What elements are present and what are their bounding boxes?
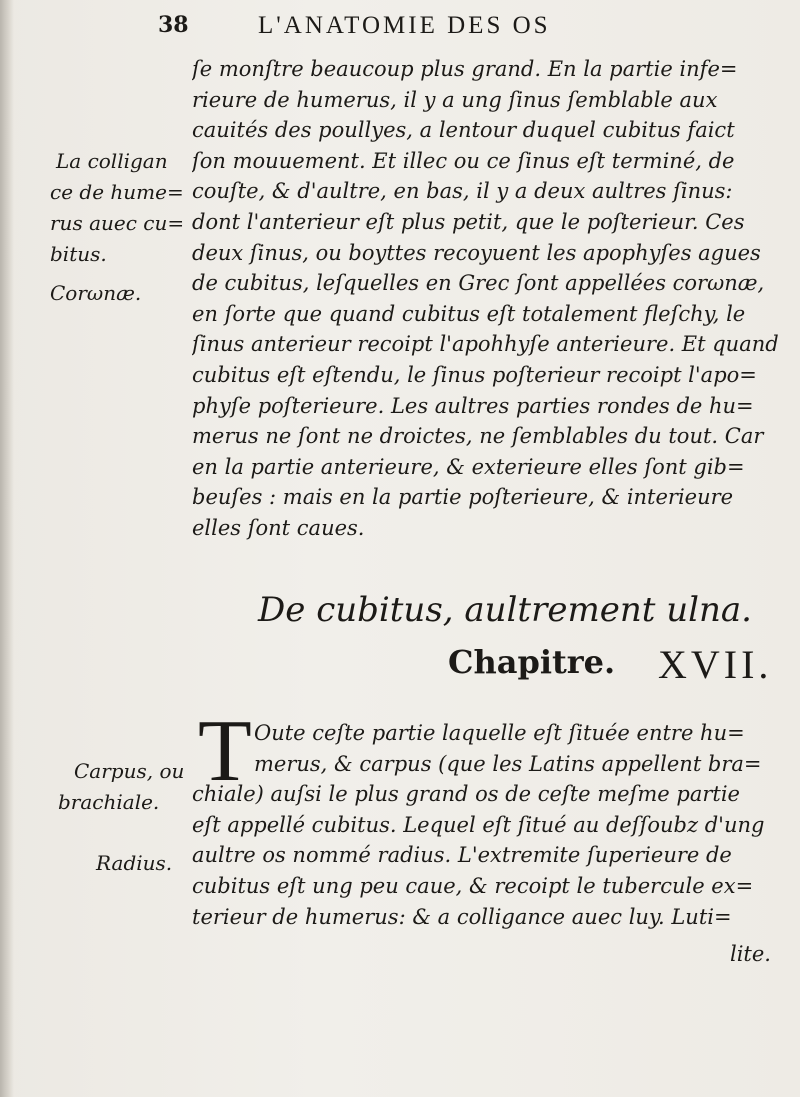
text-line: phyſe poſterieure. Les aultres parties rondes de hu= [192, 393, 754, 418]
text-line: merus, & carpus (que les Latins appellent bra= [254, 751, 762, 776]
body-text-top [192, 54, 790, 544]
text-line: merus ne ſont ne droictes, ne ſemblables du tout. Car [192, 424, 764, 449]
margin-note-radius: Radius. [96, 851, 173, 875]
text-line: beuſes : mais en la partie poſterieure, & interieure [192, 485, 734, 510]
margin-note: bitus. [50, 242, 107, 266]
running-title: L'ANATOMIE DES OS [258, 12, 551, 39]
chapter-number: XVII. [658, 642, 773, 687]
text-line: Oute ceſte partie laquelle eſt ſituée entre hu= [254, 721, 745, 745]
text-line: en ſorte que quand cubitus eſt totalement fleſchy, le [192, 301, 746, 326]
text-line: deux ſinus, ou boyttes recoyuent les apophyſes agues [192, 240, 761, 265]
text-line: ſe monſtre beaucoup plus grand. En la partie infe= [192, 57, 738, 81]
margin-note: La colligan [56, 149, 168, 173]
text-line: rieure de humerus, il y a ung ſinus ſemblable aux [192, 87, 718, 112]
page-gutter-shadow [0, 0, 14, 1097]
margin-note-brachiale: brachiale. [58, 790, 160, 814]
page-header [158, 12, 798, 46]
text-line: de cubitus, leſquelles en Grec ſont appellées corωnæ, [192, 271, 765, 296]
chapter-label: Chapitre. [448, 643, 616, 681]
text-line: dont l'anterieur eſt plus petit, que le poſterieur. Ces [192, 209, 745, 234]
margin-note-carpus: Carpus, ou [74, 759, 185, 783]
margin-note: ce de hume= [50, 180, 184, 204]
margin-note: Corωnæ. [50, 281, 142, 305]
text-line: ſinus anterieur recoipt l'apohhyſe anterieure. Et quand [192, 332, 779, 357]
text-line: ſon mouuement. Et illec ou ce ſinus eſt terminé, de [192, 148, 735, 173]
text-line: aultre os nommé radius. L'extremite ſuperieure de [192, 843, 732, 868]
catchword: lite. [730, 942, 771, 966]
text-line: couſte, & d'aultre, en bas, il y a deux aultres ſinus: [192, 179, 733, 204]
text-line: cauités des poullyes, a lentour duquel cubitus faict [192, 118, 735, 143]
text-line: en la partie anterieure, & exterieure elles ſont gib= [192, 454, 745, 479]
text-line: chiale) auſsi le plus grand os de ceſte meſme partie [192, 782, 740, 807]
text-line: elles ſont caues. [192, 515, 365, 540]
chapter-heading: De cubitus, aultrement ulna. [258, 590, 752, 630]
text-line: terieur de humerus: & a colligance auec luy. Luti= [192, 904, 732, 929]
margin-note: rus auec cu= [50, 211, 185, 235]
text-line: cubitus eſt eſtendu, le ſinus poſterieur recoipt l'apo= [192, 362, 757, 387]
text-line: cubitus eſt ung peu caue, & recoipt le tubercule ex= [192, 873, 754, 898]
page-number: 38 [158, 12, 189, 38]
body-text-bottom [192, 718, 790, 932]
text-line: eſt appellé cubitus. Lequel eſt ſitué au deſſoubz d'ung [192, 812, 765, 837]
drop-cap: T [198, 703, 252, 800]
